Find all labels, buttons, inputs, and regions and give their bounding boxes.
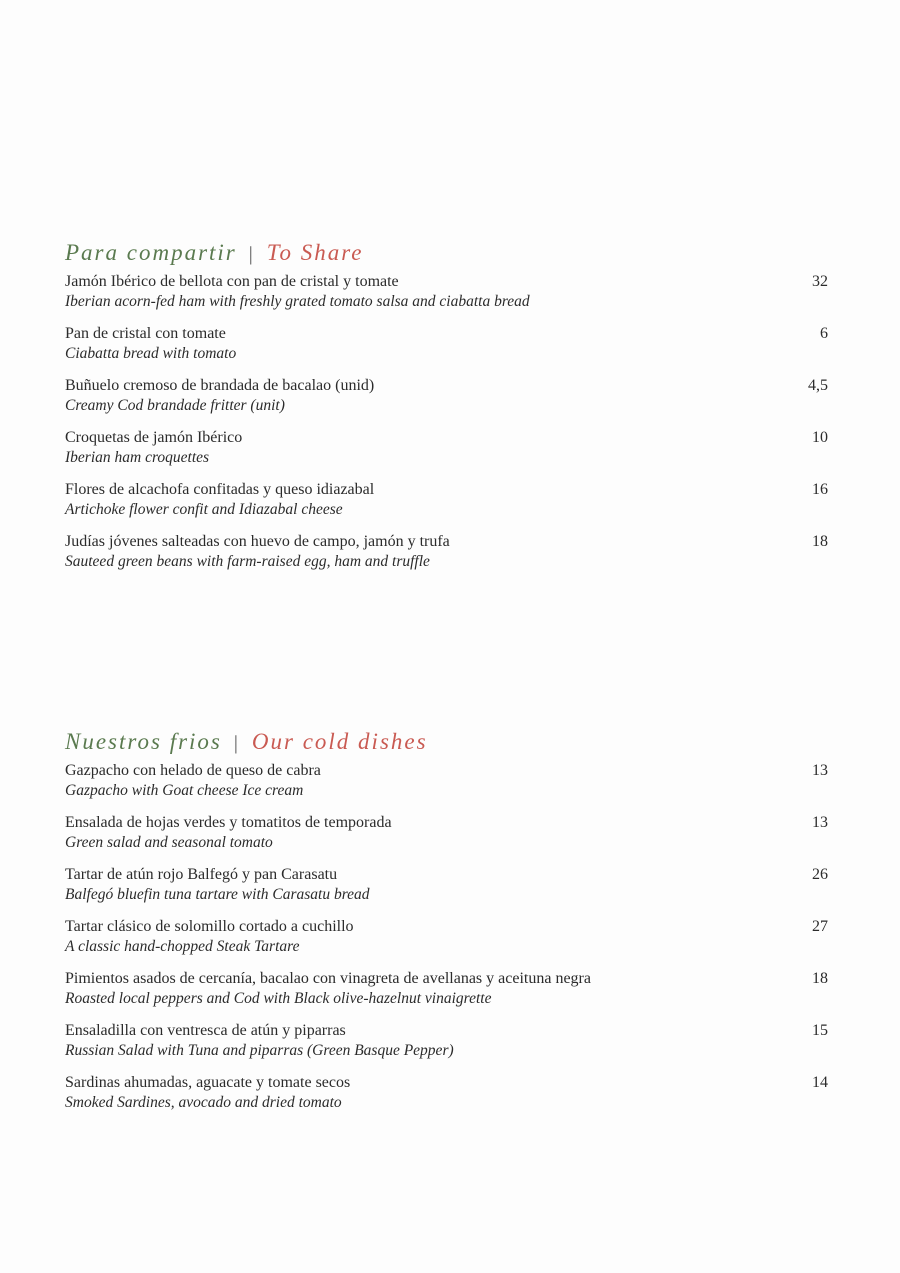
dish-name-english: Iberian acorn-fed ham with freshly grated tomato salsa and ciabatta bread	[65, 293, 530, 310]
dish-name-spanish: Judías jóvenes salteadas con huevo de campo, jamón y trufa	[65, 533, 450, 550]
section-title-english: To Share	[266, 240, 364, 265]
dish-name-english: Iberian ham croquettes	[65, 449, 210, 466]
section-title-spanish: Para compartir	[65, 240, 237, 265]
menu-item	[65, 917, 828, 969]
dish-name-english: Creamy Cod brandade fritter (unit)	[65, 397, 285, 414]
menu-item	[65, 813, 828, 865]
section-title	[65, 729, 828, 755]
dish-name-english: Gazpacho with Goat cheese Ice cream	[65, 782, 304, 799]
dish-name-spanish: Sardinas ahumadas, aguacate y tomate secos	[65, 1074, 351, 1091]
dish-price: 15	[812, 1022, 828, 1039]
menu-section-cold-dishes	[65, 729, 828, 1125]
menu-item	[65, 532, 828, 584]
dish-price: 18	[812, 970, 828, 987]
dish-price: 18	[812, 533, 828, 550]
dish-price: 32	[812, 273, 828, 290]
section-title-spanish: Nuestros frios	[65, 729, 222, 754]
dish-price: 27	[812, 918, 828, 935]
dish-name-spanish: Gazpacho con helado de queso de cabra	[65, 762, 321, 779]
menu-item	[65, 1073, 828, 1125]
dish-name-spanish: Ensaladilla con ventresca de atún y piparras	[65, 1022, 346, 1039]
dish-name-spanish: Buñuelo cremoso de brandada de bacalao (unid)	[65, 377, 375, 394]
dish-name-english: Balfegó bluefin tuna tartare with Carasatu bread	[65, 886, 370, 903]
dish-name-english: Russian Salad with Tuna and piparras (Green Basque Pepper)	[65, 1042, 454, 1059]
dish-name-spanish: Tartar de atún rojo Balfegó y pan Carasatu	[65, 866, 338, 883]
menu-item	[65, 865, 828, 917]
section-title	[65, 240, 828, 266]
dish-name-spanish: Ensalada de hojas verdes y tomatitos de temporada	[65, 814, 392, 831]
dish-price: 26	[812, 866, 828, 883]
menu-item	[65, 376, 828, 428]
menu-item	[65, 480, 828, 532]
menu-item	[65, 761, 828, 813]
dish-name-spanish: Jamón Ibérico de bellota con pan de cristal y tomate	[65, 273, 399, 290]
menu-item	[65, 272, 828, 324]
title-separator: |	[248, 243, 255, 265]
dish-price: 13	[812, 762, 828, 779]
dish-name-english: Roasted local peppers and Cod with Black olive-hazelnut vinaigrette	[65, 990, 492, 1007]
section-title-english: Our cold dishes	[251, 729, 428, 754]
menu-item	[65, 969, 828, 1021]
dish-name-english: Ciabatta bread with tomato	[65, 345, 237, 362]
dish-price: 13	[812, 814, 828, 831]
dish-name-english: Artichoke flower confit and Idiazabal cheese	[65, 501, 343, 518]
dish-name-english: Smoked Sardines, avocado and dried tomato	[65, 1094, 342, 1111]
menu-item	[65, 1021, 828, 1073]
dish-name-spanish: Croquetas de jamón Ibérico	[65, 429, 243, 446]
dish-price: 14	[812, 1074, 828, 1091]
dish-name-english: Green salad and seasonal tomato	[65, 834, 273, 851]
dish-name-english: Sauteed green beans with farm-raised egg, ham and truffle	[65, 553, 430, 570]
menu-section-to-share	[65, 240, 828, 584]
dish-price: 16	[812, 481, 828, 498]
dish-name-spanish: Tartar clásico de solomillo cortado a cuchillo	[65, 918, 354, 935]
dish-name-spanish: Flores de alcachofa confitadas y queso idiazabal	[65, 481, 375, 498]
dish-name-spanish: Pimientos asados de cercanía, bacalao con vinagreta de avellanas y aceituna negra	[65, 970, 591, 987]
menu-item	[65, 428, 828, 480]
menu-item	[65, 324, 828, 376]
dish-price: 4,5	[808, 377, 828, 394]
dish-price: 6	[820, 325, 828, 342]
menu-items	[65, 761, 828, 1125]
dish-name-english: A classic hand-chopped Steak Tartare	[65, 938, 300, 955]
dish-price: 10	[812, 429, 828, 446]
title-separator: |	[233, 732, 240, 754]
dish-name-spanish: Pan de cristal con tomate	[65, 325, 226, 342]
menu-items	[65, 272, 828, 584]
